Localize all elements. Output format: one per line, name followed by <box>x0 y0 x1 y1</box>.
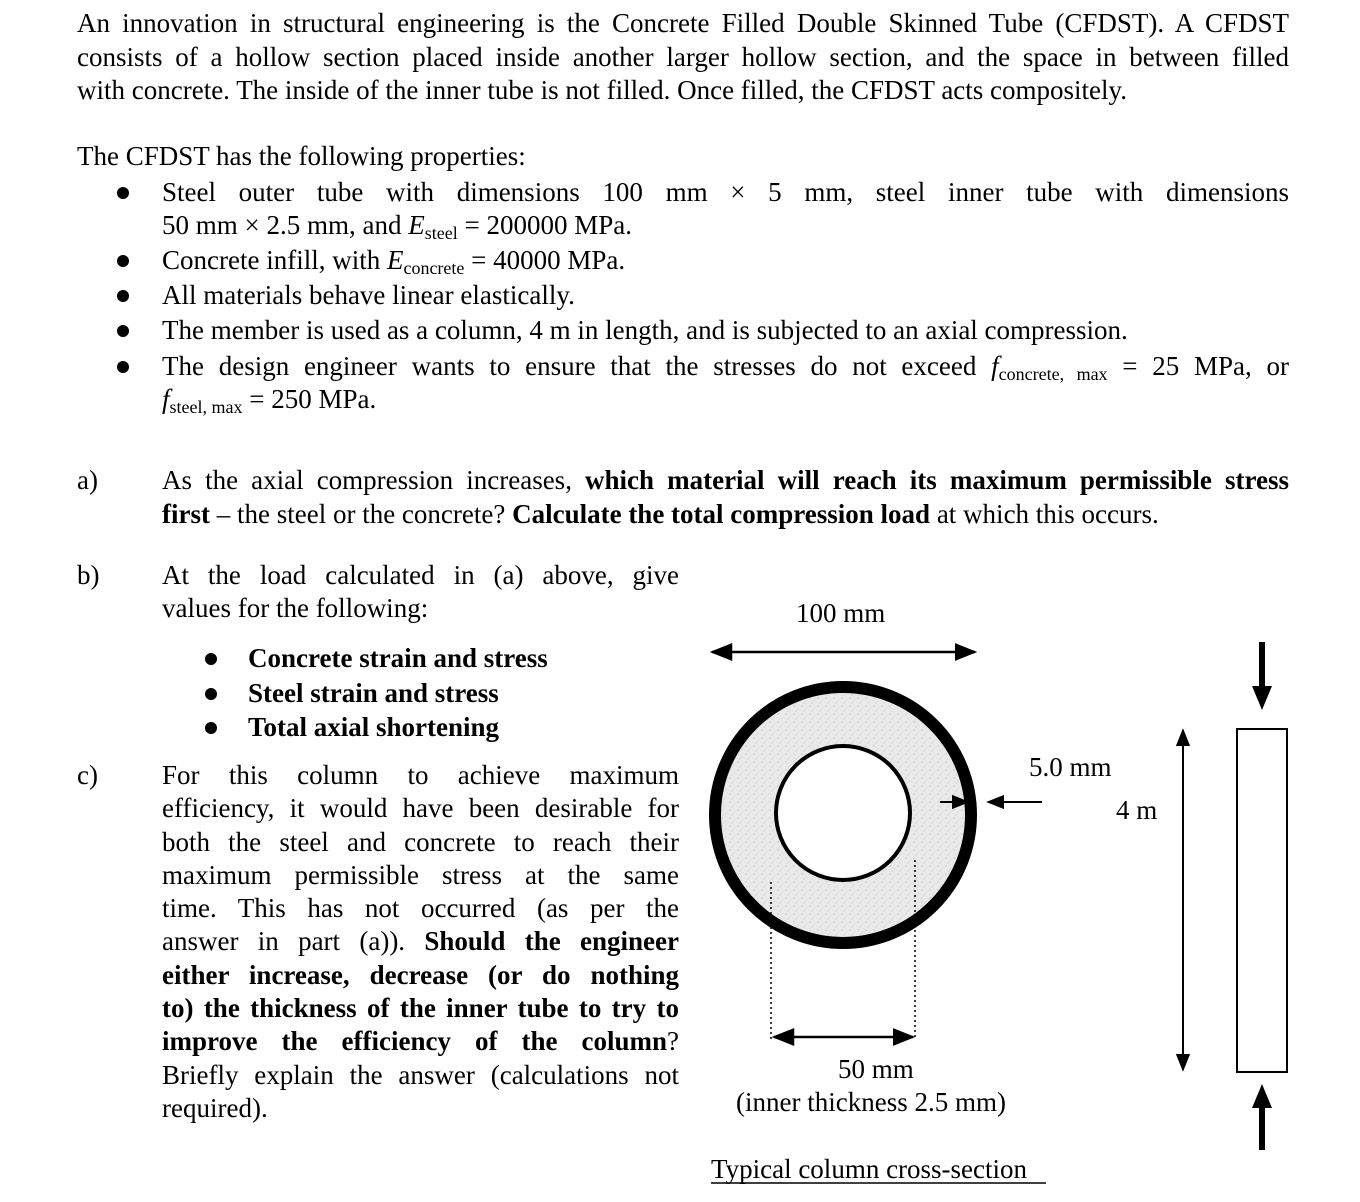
property-outer-tube: Steel outer tube with dimensions 100 mm × 5 mm, steel inner tube with dimensions <box>162 177 1289 207</box>
inner-tube-circle <box>776 746 910 880</box>
load-arrow-top-head <box>1252 686 1272 710</box>
part-a-line: As the axial compression increases, which material will reach its maximum permissible stress <box>162 465 1289 495</box>
part-c-text: For this column to achieve maximum efficiency, it would have been desirable for both the steel and concrete to reach their maximum permissible stress at the same time. This has not occurred (as per the answer in part (a)). Should the engineer either increase, decrease (or do nothing to) the thickness of the inner tube to try to improve the efficiency of the column? Briefly explain the answer (calculations not required). <box>162 760 679 1123</box>
part-b-label: b) <box>77 560 100 590</box>
length-label: 4 m <box>1116 795 1158 825</box>
list-item: Steel strain and stress <box>248 678 499 708</box>
part-a-label: a) <box>77 465 98 495</box>
property-stress-limits: The design engineer wants to ensure that the stresses do not exceed $f_{concrete, max} = 25$ MPa, or <box>162 351 1289 384</box>
property-linear-elastic: All materials behave linear elastically. <box>162 280 575 310</box>
part-c-label: c) <box>77 760 98 790</box>
property-inner-tube: 50 mm × 2.5 mm, and $E_{steel} = 200000$ MPa. <box>162 210 632 243</box>
part-b-line: At the load calculated in (a) above, give <box>162 560 679 590</box>
property-steel-limit: $f_{steel, max} = 250$ MPa. <box>162 384 377 417</box>
load-arrow-bottom-head <box>1252 1084 1272 1108</box>
thickness-label: 5.0 mm <box>1029 752 1112 782</box>
outer-dim-label: 100 mm <box>796 598 886 628</box>
list-item: Concrete strain and stress <box>248 643 548 673</box>
intro-line: An innovation in structural engineering is the Concrete Filled Double Skinned Tube (CFDST). A CFDST <box>77 8 1289 38</box>
part-b-line: values for the following: <box>162 593 429 624</box>
figure-caption: Typical column cross-section <box>711 1154 1028 1184</box>
list-item: Total axial shortening <box>248 712 500 742</box>
intro-line: with concrete. The inside of the inner tube is not filled. Once filled, the CFDST acts compositely. <box>77 75 1128 105</box>
properties-heading: The CFDST has the following properties: <box>77 141 526 171</box>
inner-thickness-label: (inner thickness 2.5 mm) <box>736 1087 1006 1117</box>
column-elevation <box>1237 729 1287 1072</box>
property-column: The member is used as a column, 4 m in length, and is subjected to an axial compression. <box>162 315 1128 345</box>
part-a-line: first – the steel or the concrete? Calculate the total compression load at which this occurs. <box>162 499 1159 529</box>
intro-line: consists of a hollow section placed inside another larger hollow section, and the space in between filled <box>77 41 1289 72</box>
inner-dim-label: 50 mm <box>838 1054 914 1084</box>
property-concrete: Concrete infill, with $E_{concrete} = 40000$ MPa. <box>162 245 626 278</box>
